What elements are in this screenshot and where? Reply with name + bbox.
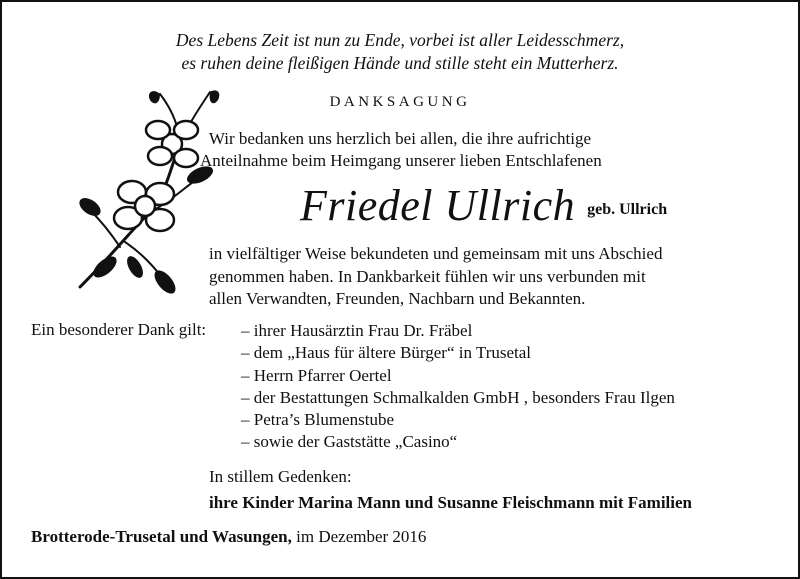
thanks-item: – Petra’s Blumenstube: [241, 410, 394, 430]
place: Brotterode-Trusetal und Wasungen,: [31, 527, 292, 546]
thanks-item: – dem „Haus für ältere Bürger“ in Trusetal: [241, 343, 532, 363]
intro-text: [200, 128, 600, 172]
thanks-item: – ihrer Hausärztin Frau Dr. Fräbel: [241, 321, 473, 340]
motto-line-2: es ruhen deine fleißigen Hände und stille steht ein Mutterherz.: [181, 53, 619, 73]
thanks-item: – sowie der Gaststätte „Casino“: [241, 432, 458, 452]
motto-line-1: Des Lebens Zeit ist nun zu Ende, vorbei ist aller Leidesschmerz,: [175, 30, 625, 50]
date: im Dezember 2016: [296, 527, 427, 546]
intro-line-2: Anteilnahme beim Heimgang unserer lieben Entschlafenen: [200, 151, 602, 170]
thanks-list: [241, 320, 675, 454]
memorial-text: In stillem Gedenken:: [209, 467, 352, 486]
thanks-label: Ein besonderer Dank gilt:: [31, 320, 207, 339]
thanks-item: – der Bestattungen Schmalkalden GmbH , besonders Frau Ilgen: [241, 387, 675, 407]
thanks-item: – Herrn Pfarrer Oertel: [241, 365, 392, 385]
body-line-3: allen Verwandten, Freunden, Nachbarn und Bekannten.: [209, 289, 586, 308]
name-row: [300, 180, 667, 231]
heading: DANKSAGUNG: [329, 94, 471, 110]
deceased-name: Friedel Ullrich: [300, 181, 576, 230]
family-signature: ihre Kinder Marina Mann und Susanne Fleischmann mit Familien: [209, 493, 692, 512]
place-date: [31, 527, 426, 547]
body-line-1: in vielfältiger Weise bekundeten und gemeinsam mit uns Abschied: [209, 244, 663, 263]
flower-branch-icon: [60, 82, 230, 312]
maiden-name: geb. Ullrich: [587, 201, 668, 218]
intro-line-1: Wir bedanken uns herzlich bei allen, die ihre aufrichtige: [208, 129, 592, 148]
body-line-2: genommen haben. In Dankbarkeit fühlen wir uns verbunden mit: [209, 266, 646, 286]
body-text: [209, 243, 662, 311]
